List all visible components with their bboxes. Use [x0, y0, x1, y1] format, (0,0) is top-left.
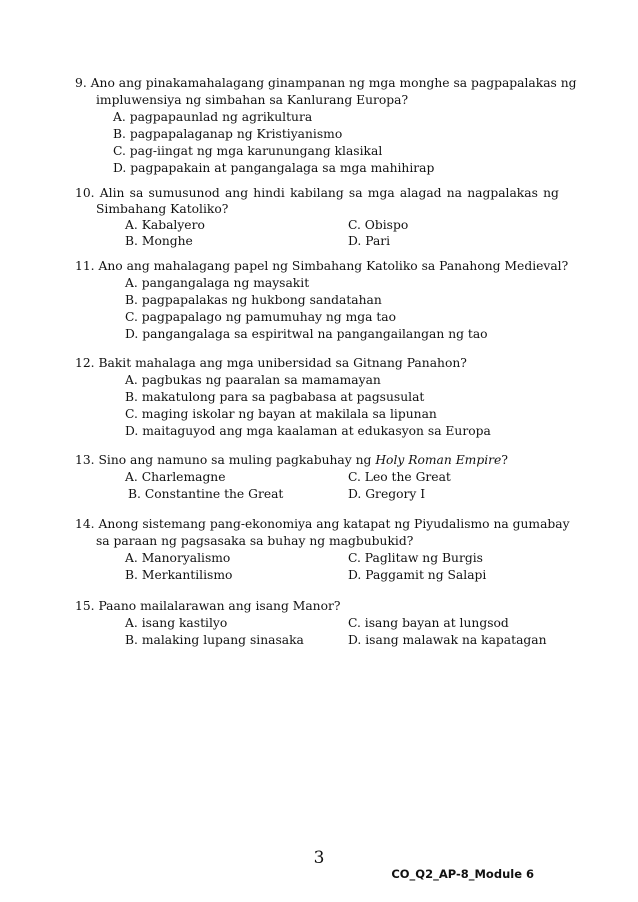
- question-13-option-a: A. Charlemagne: [125, 470, 226, 484]
- question-9-stem-line-2: impluwensiya ng simbahan sa Kanlurang Europa?: [96, 93, 409, 107]
- question-12-option-a: A. pagbukas ng paaralan sa mamamayan: [125, 373, 381, 387]
- question-9-option-a: A. pagpapaunlad ng agrikultura: [113, 110, 313, 124]
- question-13-stem: [75, 453, 508, 468]
- question-12-stem: 12. Bakit mahalaga ang mga unibersidad sa Gitnang Panahon?: [75, 356, 467, 370]
- question-14-stem-line-1: 14. Anong sistemang pang-ekonomiya ang katapat ng Piyudalismo na gumabay: [75, 517, 570, 531]
- question-11-option-b: B. pagpapalakas ng hukbong sandatahan: [125, 293, 382, 307]
- q10-w11: na: [446, 186, 462, 200]
- question-14-option-a: A. Manoryalismo: [125, 551, 231, 565]
- question-10-stem-line-2: Simbahang Katoliko?: [96, 202, 229, 216]
- question-14-option-b: B. Merkantilismo: [125, 568, 233, 582]
- question-9-option-b: B. pagpapalaganap ng Kristiyanismo: [113, 127, 343, 141]
- question-10-option-c: C. Obispo: [348, 218, 409, 232]
- question-15-option-c: C. isang bayan at lungsod: [348, 616, 509, 630]
- question-15-option-d: D. isang malawak na kapatagan: [348, 633, 547, 647]
- q10-w13: ng: [543, 186, 559, 200]
- q10-w6: hindi: [253, 186, 285, 200]
- q10-w5: ang: [224, 186, 249, 200]
- question-12-option-b: B. makatulong para sa pagbabasa at pagsusulat: [125, 390, 425, 404]
- question-9-stem-line-1: 9. Ano ang pinakamahalagang ginampanan ng mga monghe sa pagpapalakas ng: [75, 76, 577, 90]
- question-11-option-d: D. pangangalaga sa espiritwal na pangangailangan ng tao: [125, 327, 488, 341]
- page-number: 3: [313, 848, 325, 868]
- q10-w9: mga: [367, 186, 395, 200]
- question-15-option-b: B. malaking lupang sinasaka: [125, 633, 304, 647]
- question-10-option-d: D. Pari: [348, 234, 391, 248]
- question-13-stem-end: ?: [501, 453, 508, 467]
- q10-w4: sumusunod: [148, 186, 220, 200]
- question-13-stem-text: 13. Sino ang namuno sa muling pagkabuhay ng: [75, 453, 376, 467]
- question-13-option-c: C. Leo the Great: [348, 470, 451, 484]
- module-code: CO_Q2_AP-8_Module 6: [391, 867, 534, 881]
- question-10-option-b: B. Monghe: [125, 234, 193, 248]
- question-11-option-c: C. pagpapalago ng pamumuhay ng mga tao: [125, 310, 397, 324]
- question-11-stem: 11. Ano ang mahalagang papel ng Simbahang Katoliko sa Panahong Medieval?: [75, 259, 569, 273]
- q10-w10: alagad: [399, 186, 442, 200]
- question-14-option-d: D. Paggamit ng Salapi: [348, 568, 487, 582]
- question-13-option-d: D. Gregory I: [348, 487, 426, 501]
- q10-w12: nagpalakas: [467, 186, 538, 200]
- question-15-stem: 15. Paano mailalarawan ang isang Manor?: [75, 599, 341, 613]
- question-12-option-c: C. maging iskolar ng bayan at makilala sa lipunan: [125, 407, 437, 421]
- question-11-option-a: A. pangangalaga ng maysakit: [125, 276, 310, 290]
- q10-w3: sa: [129, 186, 144, 200]
- question-9-option-d: D. pagpapakain at pangangalaga sa mga mahihirap: [113, 161, 435, 175]
- question-15-option-a: A. isang kastilyo: [125, 616, 228, 630]
- question-12-option-d: D. maitaguyod ang mga kaalaman at edukasyon sa Europa: [125, 424, 491, 438]
- question-10-stem-line-1: [75, 186, 559, 201]
- question-14-option-c: C. Paglitaw ng Burgis: [348, 551, 483, 565]
- q10-w1: 10.: [75, 186, 95, 200]
- q10-w2: Alin: [99, 186, 125, 200]
- question-9-option-c: C. pag-iingat ng mga karunungang klasikal: [113, 144, 383, 158]
- q10-w7: kabilang: [290, 186, 344, 200]
- question-14-stem-line-2: sa paraan ng pagsasaka sa buhay ng magbubukid?: [96, 534, 414, 548]
- question-13-stem-emphasis: Holy Roman Empire: [375, 453, 502, 467]
- q10-w8: sa: [348, 186, 363, 200]
- question-10-option-a: A. Kabalyero: [125, 218, 205, 232]
- question-13-option-b: B. Constantine the Great: [128, 487, 284, 501]
